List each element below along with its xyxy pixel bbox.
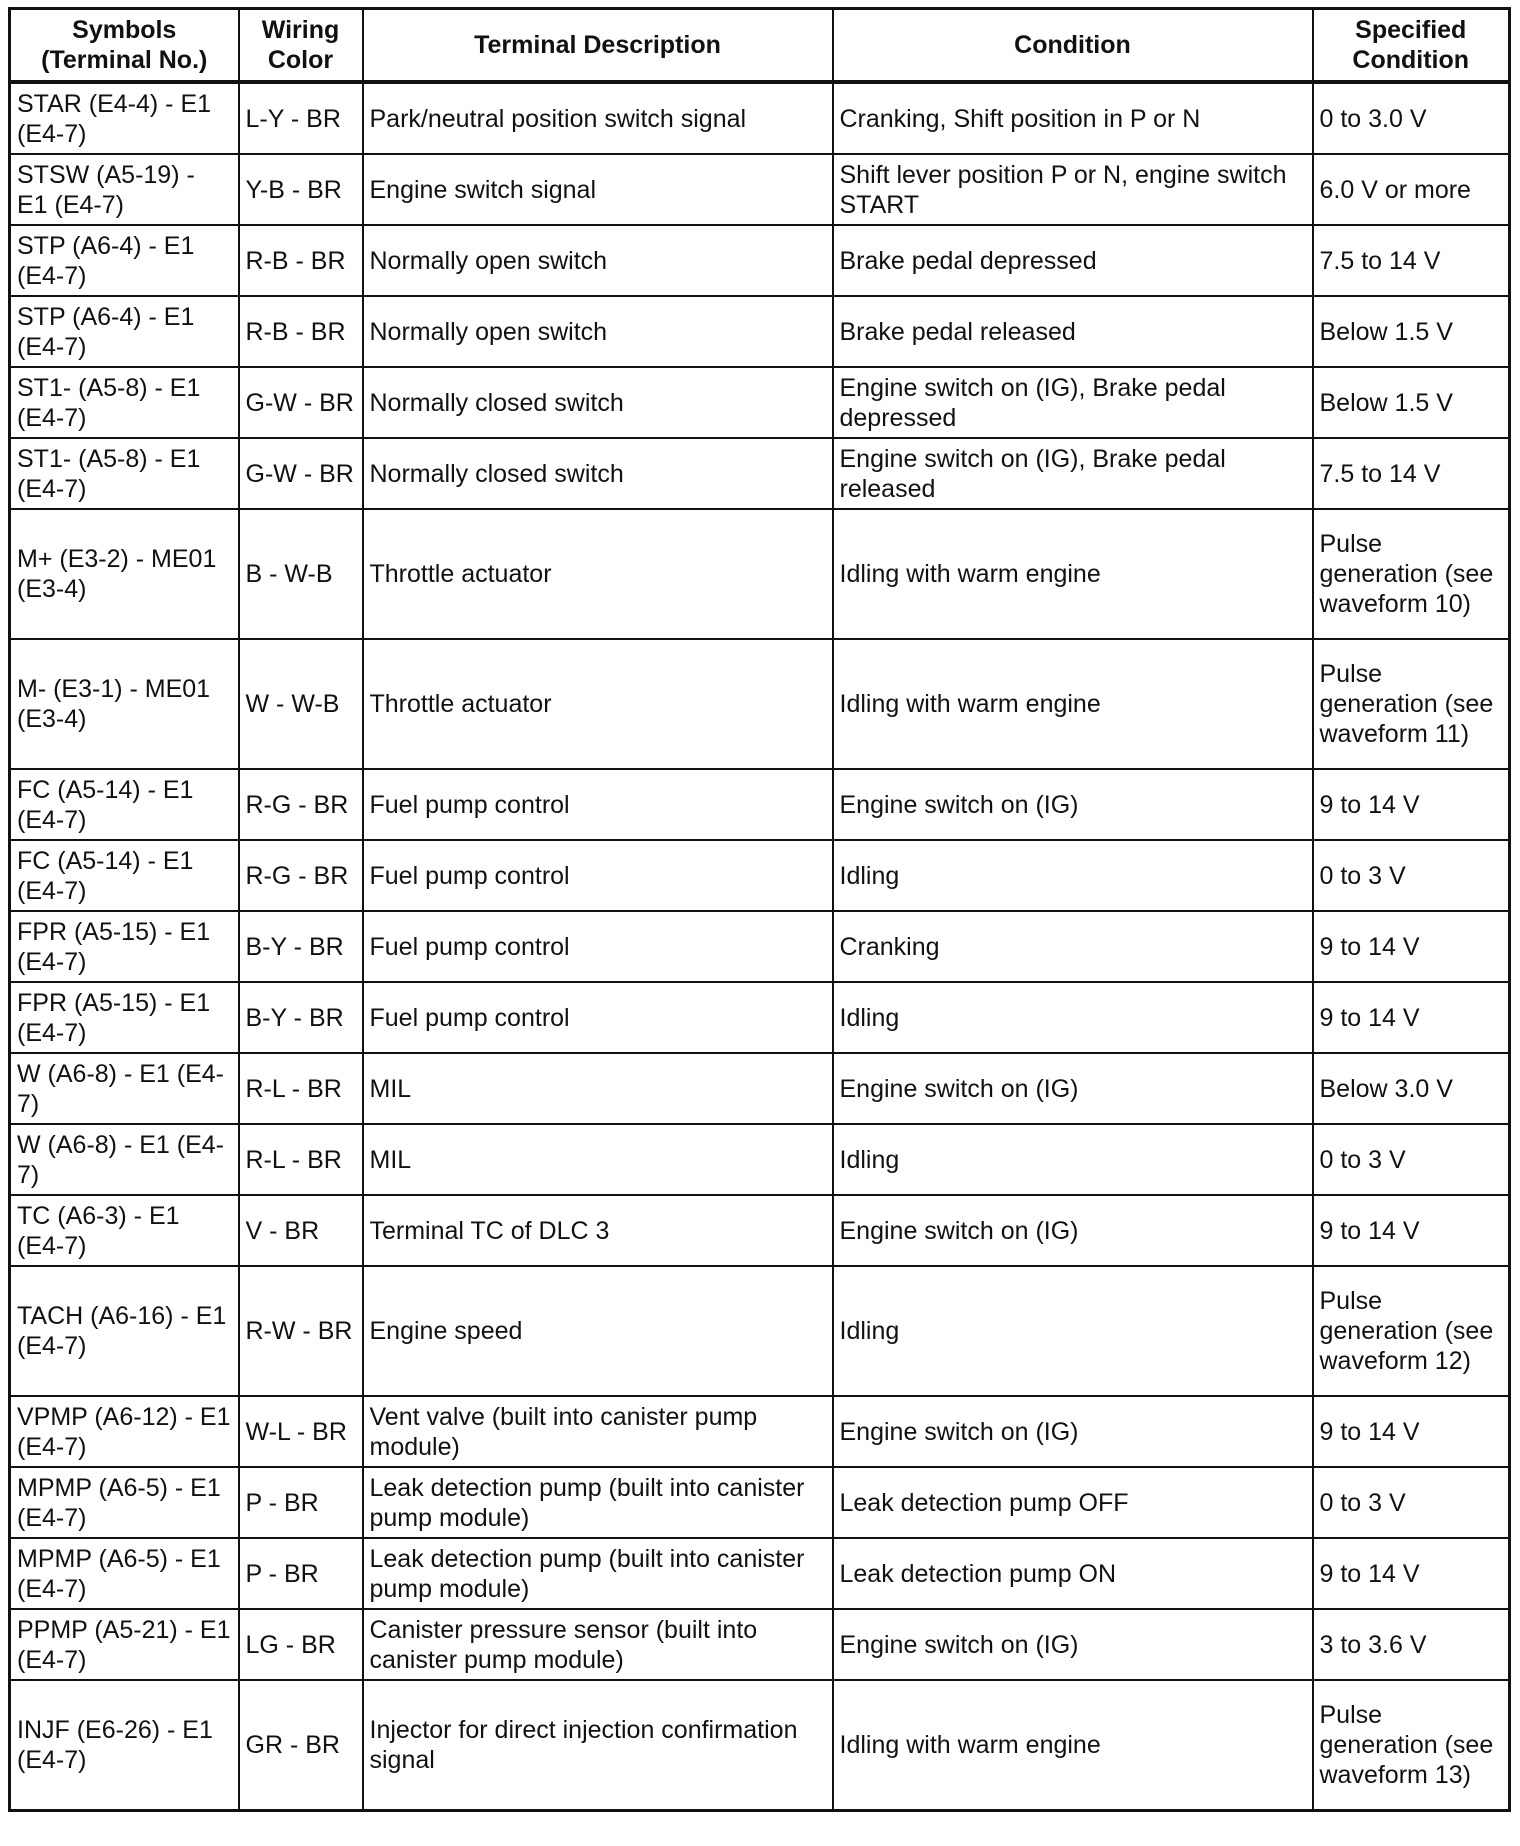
cell-description: Fuel pump control — [363, 911, 833, 982]
table-row — [10, 509, 1510, 639]
cell-description: Normally closed switch — [363, 367, 833, 438]
cell-description: Throttle actuator — [363, 639, 833, 769]
cell-symbol: TC (A6-3) - E1 (E4-7) — [10, 1195, 239, 1266]
cell-specified: 9 to 14 V — [1313, 911, 1510, 982]
cell-wiring: LG - BR — [239, 1609, 363, 1680]
cell-specified: 3 to 3.6 V — [1313, 1609, 1510, 1680]
cell-wiring: P - BR — [239, 1538, 363, 1609]
table-row — [10, 769, 1510, 840]
cell-wiring: GR - BR — [239, 1680, 363, 1811]
cell-condition: Engine switch on (IG) — [833, 769, 1313, 840]
cell-specified: Pulse generation (see waveform 13) — [1313, 1680, 1510, 1811]
cell-description: Engine speed — [363, 1266, 833, 1396]
cell-description: Injector for direct injection confirmation signal — [363, 1680, 833, 1811]
cell-symbol: FC (A5-14) - E1 (E4-7) — [10, 840, 239, 911]
cell-specified: 0 to 3 V — [1313, 1467, 1510, 1538]
cell-condition: Engine switch on (IG) — [833, 1396, 1313, 1467]
header-condition: Condition — [833, 9, 1313, 83]
cell-wiring: R-B - BR — [239, 225, 363, 296]
cell-condition: Idling — [833, 1266, 1313, 1396]
table-row — [10, 1266, 1510, 1396]
table-row — [10, 1396, 1510, 1467]
cell-wiring: R-G - BR — [239, 840, 363, 911]
cell-specified: Pulse generation (see waveform 11) — [1313, 639, 1510, 769]
cell-symbol: PPMP (A5-21) - E1 (E4-7) — [10, 1609, 239, 1680]
cell-specified: 9 to 14 V — [1313, 1195, 1510, 1266]
cell-condition: Idling with warm engine — [833, 639, 1313, 769]
cell-specified: Below 1.5 V — [1313, 296, 1510, 367]
cell-wiring: R-W - BR — [239, 1266, 363, 1396]
table-row — [10, 840, 1510, 911]
cell-condition: Idling — [833, 982, 1313, 1053]
cell-description: Normally open switch — [363, 296, 833, 367]
cell-description: Terminal TC of DLC 3 — [363, 1195, 833, 1266]
cell-condition: Engine switch on (IG) — [833, 1609, 1313, 1680]
cell-wiring: B-Y - BR — [239, 982, 363, 1053]
table-row — [10, 1053, 1510, 1124]
cell-symbol: FPR (A5-15) - E1 (E4-7) — [10, 982, 239, 1053]
cell-condition: Engine switch on (IG), Brake pedal depressed — [833, 367, 1313, 438]
cell-condition: Cranking — [833, 911, 1313, 982]
cell-specified: 6.0 V or more — [1313, 154, 1510, 225]
cell-condition: Idling — [833, 840, 1313, 911]
cell-symbol: ST1- (A5-8) - E1 (E4-7) — [10, 438, 239, 509]
cell-description: Park/neutral position switch signal — [363, 82, 833, 154]
cell-symbol: STAR (E4-4) - E1 (E4-7) — [10, 82, 239, 154]
cell-wiring: P - BR — [239, 1467, 363, 1538]
cell-description: Normally closed switch — [363, 438, 833, 509]
cell-wiring: G-W - BR — [239, 367, 363, 438]
cell-symbol: STSW (A5-19) - E1 (E4-7) — [10, 154, 239, 225]
table-row — [10, 1195, 1510, 1266]
cell-symbol: VPMP (A6-12) - E1 (E4-7) — [10, 1396, 239, 1467]
cell-description: Normally open switch — [363, 225, 833, 296]
cell-specified: Pulse generation (see waveform 10) — [1313, 509, 1510, 639]
table-row — [10, 154, 1510, 225]
cell-symbol: INJF (E6-26) - E1 (E4-7) — [10, 1680, 239, 1811]
cell-description: MIL — [363, 1124, 833, 1195]
table-row — [10, 367, 1510, 438]
header-symbols: Symbols (Terminal No.) — [10, 9, 239, 83]
cell-wiring: R-G - BR — [239, 769, 363, 840]
cell-symbol: FC (A5-14) - E1 (E4-7) — [10, 769, 239, 840]
cell-wiring: B - W-B — [239, 509, 363, 639]
cell-symbol: STP (A6-4) - E1 (E4-7) — [10, 225, 239, 296]
table-row — [10, 296, 1510, 367]
cell-specified: 0 to 3.0 V — [1313, 82, 1510, 154]
table-row — [10, 1538, 1510, 1609]
table-row — [10, 1124, 1510, 1195]
cell-wiring: B-Y - BR — [239, 911, 363, 982]
header-row — [10, 9, 1510, 83]
cell-condition: Engine switch on (IG), Brake pedal released — [833, 438, 1313, 509]
cell-symbol: W (A6-8) - E1 (E4-7) — [10, 1053, 239, 1124]
table-row — [10, 1609, 1510, 1680]
cell-symbol: STP (A6-4) - E1 (E4-7) — [10, 296, 239, 367]
cell-specified: 9 to 14 V — [1313, 982, 1510, 1053]
cell-condition: Leak detection pump ON — [833, 1538, 1313, 1609]
cell-specified: 9 to 14 V — [1313, 1396, 1510, 1467]
cell-description: Fuel pump control — [363, 840, 833, 911]
cell-wiring: G-W - BR — [239, 438, 363, 509]
cell-condition: Cranking, Shift position in P or N — [833, 82, 1313, 154]
cell-specified: 7.5 to 14 V — [1313, 438, 1510, 509]
table-row — [10, 225, 1510, 296]
cell-specified: Pulse generation (see waveform 12) — [1313, 1266, 1510, 1396]
cell-description: Fuel pump control — [363, 982, 833, 1053]
table-row — [10, 1467, 1510, 1538]
table-row — [10, 438, 1510, 509]
cell-condition: Shift lever position P or N, engine switch START — [833, 154, 1313, 225]
cell-description: Canister pressure sensor (built into canister pump module) — [363, 1609, 833, 1680]
cell-description: MIL — [363, 1053, 833, 1124]
terminal-spec-table — [8, 7, 1511, 1812]
cell-wiring: R-L - BR — [239, 1124, 363, 1195]
cell-condition: Leak detection pump OFF — [833, 1467, 1313, 1538]
cell-specified: 9 to 14 V — [1313, 1538, 1510, 1609]
header-wiring-color: Wiring Color — [239, 9, 363, 83]
cell-description: Leak detection pump (built into canister pump module) — [363, 1538, 833, 1609]
cell-symbol: M+ (E3-2) - ME01 (E3-4) — [10, 509, 239, 639]
header-terminal-description: Terminal Description — [363, 9, 833, 83]
cell-specified: 7.5 to 14 V — [1313, 225, 1510, 296]
cell-condition: Brake pedal released — [833, 296, 1313, 367]
cell-condition: Engine switch on (IG) — [833, 1195, 1313, 1266]
cell-symbol: FPR (A5-15) - E1 (E4-7) — [10, 911, 239, 982]
cell-condition: Idling with warm engine — [833, 509, 1313, 639]
cell-specified: 0 to 3 V — [1313, 1124, 1510, 1195]
cell-wiring: W - W-B — [239, 639, 363, 769]
cell-symbol: MPMP (A6-5) - E1 (E4-7) — [10, 1538, 239, 1609]
cell-symbol: W (A6-8) - E1 (E4-7) — [10, 1124, 239, 1195]
cell-wiring: L-Y - BR — [239, 82, 363, 154]
cell-symbol: TACH (A6-16) - E1 (E4-7) — [10, 1266, 239, 1396]
cell-wiring: Y-B - BR — [239, 154, 363, 225]
cell-wiring: R-B - BR — [239, 296, 363, 367]
table-row — [10, 82, 1510, 154]
cell-specified: 0 to 3 V — [1313, 840, 1510, 911]
table-row — [10, 1680, 1510, 1811]
cell-symbol: M- (E3-1) - ME01 (E3-4) — [10, 639, 239, 769]
table-row — [10, 982, 1510, 1053]
cell-description: Throttle actuator — [363, 509, 833, 639]
cell-wiring: V - BR — [239, 1195, 363, 1266]
cell-symbol: MPMP (A6-5) - E1 (E4-7) — [10, 1467, 239, 1538]
cell-specified: 9 to 14 V — [1313, 769, 1510, 840]
cell-description: Vent valve (built into canister pump module) — [363, 1396, 833, 1467]
cell-description: Fuel pump control — [363, 769, 833, 840]
cell-specified: Below 3.0 V — [1313, 1053, 1510, 1124]
cell-condition: Engine switch on (IG) — [833, 1053, 1313, 1124]
cell-condition: Idling — [833, 1124, 1313, 1195]
header-specified-condition: Specified Condition — [1313, 9, 1510, 83]
cell-description: Leak detection pump (built into canister pump module) — [363, 1467, 833, 1538]
cell-condition: Brake pedal depressed — [833, 225, 1313, 296]
cell-symbol: ST1- (A5-8) - E1 (E4-7) — [10, 367, 239, 438]
cell-specified: Below 1.5 V — [1313, 367, 1510, 438]
table-row — [10, 639, 1510, 769]
cell-wiring: W-L - BR — [239, 1396, 363, 1467]
cell-wiring: R-L - BR — [239, 1053, 363, 1124]
cell-description: Engine switch signal — [363, 154, 833, 225]
table-row — [10, 911, 1510, 982]
cell-condition: Idling with warm engine — [833, 1680, 1313, 1811]
